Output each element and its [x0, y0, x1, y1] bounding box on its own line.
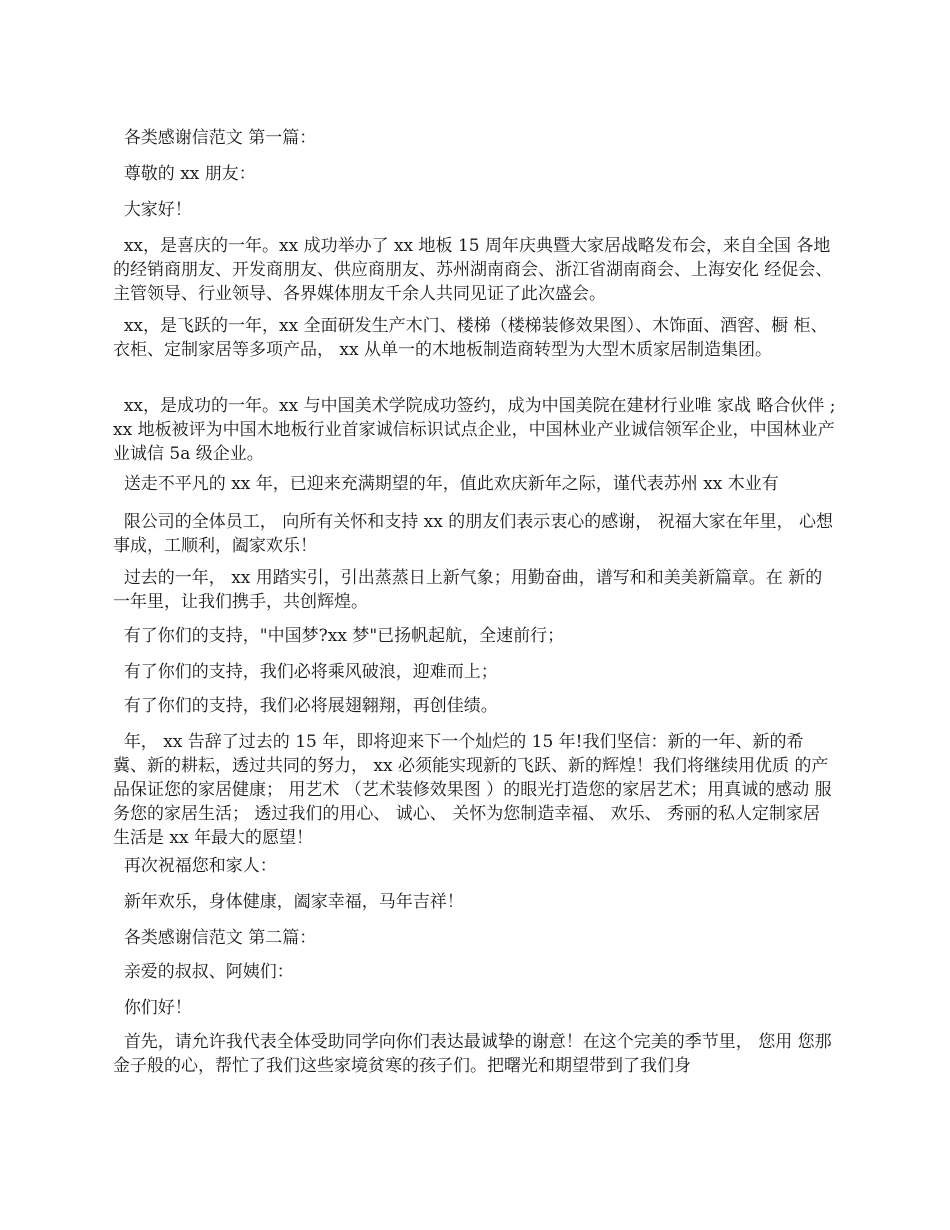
body-paragraph: 过去的一年， xx 用踏实引，引出蒸蒸日上新气象；用勤奋曲，谱写和和美美新篇章。在 新的一年里，让我们携手，共创辉煌。 — [113, 568, 823, 612]
section-heading-2: 各类感谢信范文 第二篇： — [113, 928, 317, 948]
body-paragraph: 限公司的全体员工， 向所有关怀和支持 xx 的朋友们表示衷心的感谢， 祝福大家在年里， 心想 事成，工顺利，阖家欢乐！ — [113, 512, 839, 556]
greeting-2: 你们好！ — [113, 998, 192, 1018]
salutation-2: 亲爱的叔叔、阿姨们： — [113, 962, 294, 982]
body-paragraph: 再次祝福您和家人： — [113, 856, 277, 876]
section-heading-1: 各类感谢信范文 第一篇： — [113, 128, 317, 148]
body-paragraph: 年， xx 告辞了过去的 15 年，即将迎来下一个灿烂的 15 年!我们坚信：新的一年、新的希冀、新的耕耘，透过共同的努力， xx 必须能实现新的飞跃、新的辉煌！我们将继续用优质 的产品保证您的家居健康； 用艺术 （艺术装修效果图 ）的眼光打造您的家居艺术；用真诚的感动 服务您的家居生活； 透过我们的用心、 诚心、 关怀为您制造幸福、 欢乐、 秀丽的私人定制家居 生活是 xx 年最大的愿望！ — [113, 732, 832, 848]
greeting-1: 大家好！ — [113, 200, 192, 220]
body-paragraph: xx，是成功的一年。xx 与中国美术学院成功签约，成为中国美院在建材行业唯 家战 略合伙伴 ;xx 地板被评为中国木地板行业首家诚信标识试点企业，中国林业产业诚信领军企业，中国林业产业诚信 5a 级企业。 — [113, 396, 836, 464]
body-paragraph: 有了你们的支持，我们必将展翅翱翔，再创佳绩。 — [113, 696, 498, 716]
body-paragraph: 首先，请允许我代表全体受助同学向你们表达最诚挚的谢意！在这个完美的季节里， 您用 您那金子般的心，帮忙了我们这些家境贫寒的孩子们。把曙光和期望带到了我们身 — [113, 1032, 832, 1076]
body-paragraph: 送走不平凡的 xx 年，已迎来充满期望的年，值此欢庆新年之际，谨代表苏州 xx 木业有 — [113, 474, 779, 494]
body-paragraph: 有了你们的支持，"中国梦?xx 梦"已扬帆起航，全速前行； — [113, 626, 565, 646]
body-paragraph: xx，是飞跃的一年，xx 全面研发生产木门、楼梯（楼梯装修效果图）、木饰面、酒窖、橱 柜、衣柜、定制家居等多项产品， xx 从单一的木地板制造商转型为大型木质家居制造集团。 — [113, 316, 828, 360]
salutation-1: 尊敬的 xx 朋友： — [113, 164, 256, 184]
body-paragraph: 有了你们的支持，我们必将乘风破浪，迎难而上； — [113, 662, 498, 682]
body-paragraph: xx，是喜庆的一年。xx 成功举办了 xx 地板 15 周年庆典暨大家居战略发布会，来自全国 各地的经销商朋友、开发商朋友、供应商朋友、苏州湖南商会、浙江省湖南商会、上海安化 经促会、主管领导、行业领导、各界媒体朋友千余人共同见证了此次盛会。 — [113, 236, 833, 304]
body-paragraph: 新年欢乐，身体健康，阖家幸福，马年吉祥！ — [113, 892, 464, 912]
